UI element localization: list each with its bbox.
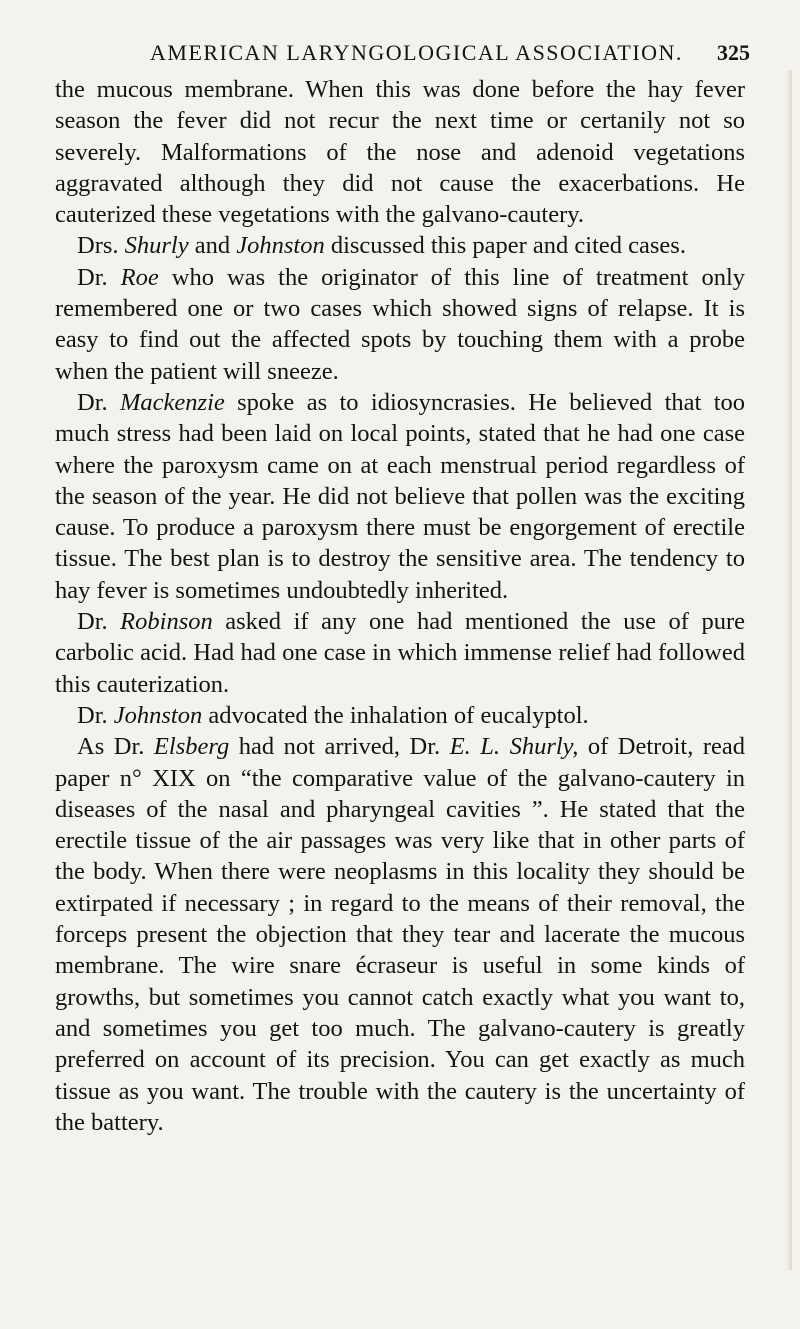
paragraph-text: discussed this paper and cited cases. [324,232,686,260]
paragraph [55,731,745,1138]
paragraph-text: Dr. [77,608,121,636]
paragraph-text: the mucous membrane. When this was done before the hay fever season the fever did not recur the next time or certanily not so severely. Malformations of the nose and adenoid vegetations aggravated although they did not cause the exacerbations. He cauterized these vegetations with the galvano-cautery. [55,76,745,229]
paragraph-text: asked if any one had mentioned the use of pure carbolic acid. Had had one case in which immense relief had followed this cauterization. [55,608,745,698]
body-text [55,74,745,1138]
paragraph-text: who was the originator of this line of treatment only remembered one or two cases which showed signs of relapse. It is easy to find out the affected spots by touching them with a probe when the patient will sneeze. [55,263,746,385]
paragraph [55,262,745,387]
speaker-name: Roe [120,263,159,291]
paragraph-text: spoke as to idiosyncrasies. He believed that too much stress had been laid on local points, stated that he had one case where the paroxysm came on at each menstrual period regardless of the season of the year. He did not believe that pollen was the exciting cause. To produce a paroxysm there must be engorgement of erectile tissue. The best plan is to destroy the sensitive area. The tendency to hay fever is sometimes undoubtedly inherited. [55,388,746,604]
paragraph [55,74,745,230]
paragraph-text: and [188,232,237,260]
speaker-name: Shurly [124,232,189,260]
paragraph-text: Dr. [77,263,121,291]
page-header [0,38,800,70]
paragraph [55,387,745,606]
paragraph-text: As Dr. [77,733,154,761]
speaker-name: Johnston [236,232,325,260]
paragraph-text: Dr. [77,388,121,416]
paragraph [55,700,745,731]
page-edge-shadow [786,70,792,1270]
paragraph-text: had not arrived, Dr. [229,733,450,761]
speaker-name: Elsberg [153,733,230,761]
paragraph [55,606,745,700]
paragraph-text: Dr. [77,701,114,729]
page-number: 325 [717,40,750,65]
paragraph-text: Drs. [77,232,125,260]
speaker-name: Johnston [113,701,203,729]
speaker-name: Robinson [120,608,213,636]
paragraph-text: advocated the inhalation of eucalyptol. [202,701,589,729]
running-head: AMERICAN LARYNGOLOGICAL ASSOCIATION. [150,40,683,65]
speaker-name: Mackenzie [120,388,225,416]
paragraph-text: of Detroit, read paper n° XIX on “the comparative value of the galvano-cautery in diseases of the nasal and pharyngeal cavities ”. He stated that the erectile tissue of the air passages was very like that in other parts of the body. When there were neoplasms in this locality they should be extirpated if necessary ; in regard to the means of their removal, the forceps present the objection that they tear and lacerate the mucous membrane. The wire snare écraseur is useful in some kinds of growths, but sometimes you cannot catch exactly what you want to, and sometimes you get too much. The galvano-cautery is greatly preferred on account of its precision. You can get exactly as much tissue as you want. The trouble with the cautery is the uncertainty of the battery. [55,733,745,1136]
speaker-name: E. L. Shurly, [449,733,579,761]
paragraph [55,230,745,261]
